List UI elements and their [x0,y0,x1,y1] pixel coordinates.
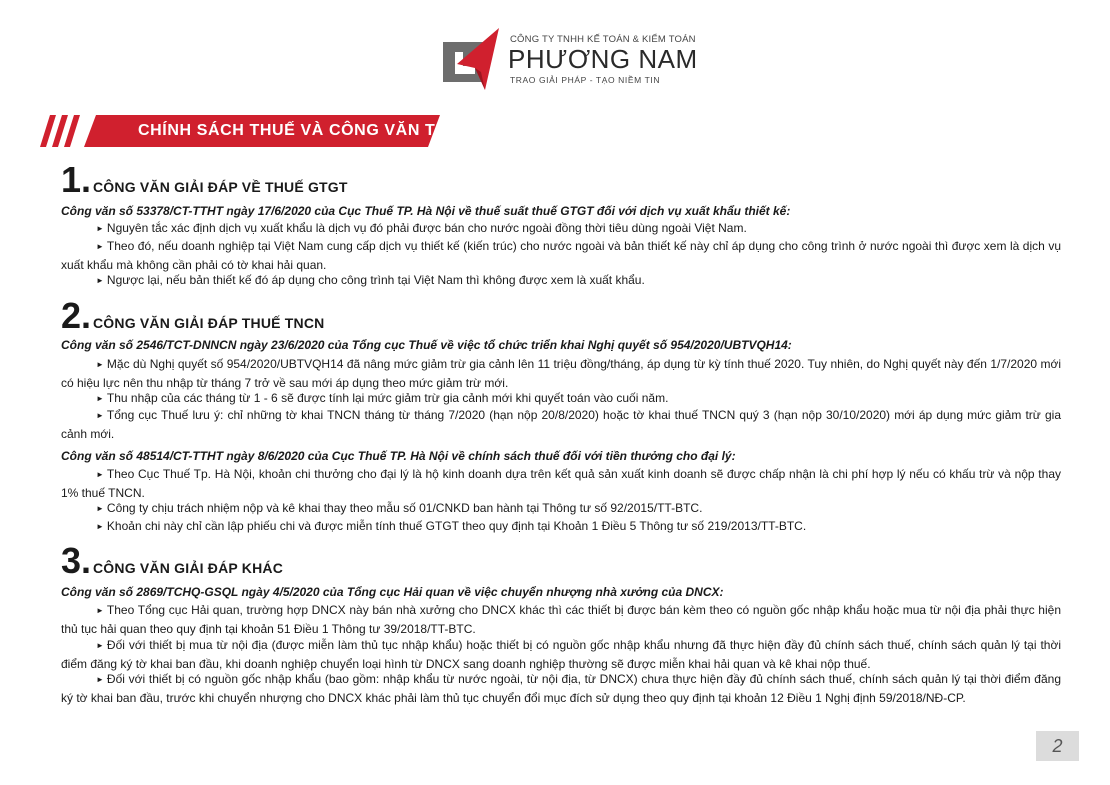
list-item: ► Mặc dù Nghị quyết số 954/2020/UBTVQH14 đã nâng mức giảm trừ gia cảnh lên 11 triệu đồng/tháng, áp dụng từ kỳ tính thuế 2020. Tuy nhiên, do Nghị quyết này đến 1/7/2020 mới có hiệu lực nên thu nhập từ tháng 7 trở về sau mới áp dụng theo mức giảm trừ mới. [61,357,1061,390]
bullet-icon: ► [96,242,104,251]
list-item: ► Đối với thiết bị mua từ nội địa (được miễn làm thủ tục nhập khẩu) hoặc thiết bị có nguồn gốc nhập khẩu nhưng đã thực hiện đầy đủ chính sách thuế, chính sách quản lý tại thời điểm đăng ký tờ khai ban đầu, khi doanh nghiệp chuyển loại hình từ DNCX sang doanh nghiệp thường sẽ được miễn khai hải quan và kê khai nộp thuế. [61,638,1061,671]
bullet-icon: ► [96,641,104,650]
document-title: Công văn số 2546/TCT-DNNCN ngày 23/6/2020 của Tổng cục Thuế về việc tổ chức triển khai Nghị quyết số 954/2020/UBTVQH14: [61,338,792,352]
logo-mark-icon [441,28,501,94]
banner-title: CHÍNH SÁCH THUẾ VÀ CÔNG VĂN TRẢ LỜI [138,122,495,139]
list-item: ► Ngược lại, nếu bản thiết kế đó áp dụng cho công trình tại Việt Nam thì không được xem là xuất khẩu. [61,271,1061,290]
list-item: ► Khoản chi này chỉ cần lập phiếu chi và được miễn tính thuế GTGT theo quy định tại Khoản 1 Điều 5 Thông tư số 219/2013/TT-BTC. [61,517,1061,536]
section-number: 2. [61,295,92,336]
list-item: ► Theo đó, nếu doanh nghiệp tại Việt Nam cung cấp dịch vụ thiết kế (kiến trúc) cho nước ngoài và bản thiết kế này chỉ áp dụng cho công trình ở nước ngoài thì được xem là dịch vụ xuất khẩu mà không cần phải có tờ khai hải quan. [61,239,1061,272]
bullet-icon: ► [96,504,104,513]
document-title: Công văn số 2869/TCHQ-GSQL ngày 4/5/2020 của Tổng cục Hải quan về việc chuyển nhượng nhà xưởng của DNCX: [61,585,724,599]
bullet-icon: ► [96,606,104,615]
list-item: ► Theo Tổng cục Hải quan, trường hợp DNCX này bán nhà xưởng cho DNCX khác thì các thiết bị được bán kèm theo có nguồn gốc nhập khẩu hoặc mua từ nội địa phải thực hiện thủ tục hải quan theo quy định tại khoản 51 Điều 1 Thông tư 39/2018/TT-BTC. [61,603,1061,636]
company-logo [441,28,711,98]
section-title: CÔNG VĂN GIẢI ĐÁP VỀ THUẾ GTGT [93,179,348,195]
document-title: Công văn số 53378/CT-TTHT ngày 17/6/2020 của Cục Thuế TP. Hà Nội về thuế suất thuế GTGT đối với dịch vụ xuất khẩu thiết kế: [61,204,791,218]
bullet-icon: ► [96,276,104,285]
bullet-icon: ► [96,224,104,233]
section-title: CÔNG VĂN GIẢI ĐÁP KHÁC [93,560,284,576]
list-item: ► Đối với thiết bị có nguồn gốc nhập khẩu (bao gồm: nhập khẩu từ nước ngoài, từ nội địa, từ DNCX) chưa thực hiện đầy đủ chính sách thuế, chính sách quản lý tại thời điểm đăng ký tờ khai ban đầu, trước khi chuyển nhượng cho DNCX khác phải làm thủ tục chuyển đổi mục đích sử dụng theo quy định tại khoản 12 Điều 1 Nghị định 59/2018/NĐ-CP. [61,672,1061,705]
bullet-icon: ► [96,522,104,531]
section-title: CÔNG VĂN GIẢI ĐÁP THUẾ TNCN [93,315,325,331]
logo-brand-name: PHƯƠNG NAM [508,44,698,74]
bullet-icon: ► [96,360,104,369]
logo-slogan: TRAO GIẢI PHÁP - TẠO NIỀM TIN [510,75,661,85]
section-number: 3. [61,540,92,581]
page-number: 2 [1036,731,1079,761]
bullet-icon: ► [96,394,104,403]
page-banner [40,115,495,147]
list-item: ► Tổng cục Thuế lưu ý: chỉ những tờ khai TNCN tháng từ tháng 7/2020 (hạn nộp 20/8/2020) hoặc tờ khai thuế TNCN quý 3 (hạn nộp 30/10/2020) mới áp dụng mức giảm trừ gia cảnh mới. [61,408,1061,441]
list-item: ► Theo Cục Thuế Tp. Hà Nội, khoản chi thưởng cho đại lý là hộ kinh doanh dựa trên kết quả sản xuất kinh doanh sẽ được chấp nhận là chi phí hợp lý nếu có khấu trừ và nộp thay 1% thuế TNCN. [61,467,1061,500]
bullet-icon: ► [96,675,104,684]
bullet-icon: ► [96,470,104,479]
list-item: ► Công ty chịu trách nhiệm nộp và kê khai thay theo mẫu số 01/CNKD ban hành tại Thông tư số 92/2015/TT-BTC. [61,499,1061,518]
section-number: 1. [61,159,92,200]
bullet-icon: ► [96,411,104,420]
list-item: ► Thu nhập của các tháng từ 1 - 6 sẽ được tính lại mức giảm trừ gia cảnh mới khi quyết toán vào cuối năm. [61,389,1061,408]
document-title: Công văn số 48514/CT-TTHT ngày 8/6/2020 của Cục Thuế TP. Hà Nội về chính sách thuế đối với tiền thưởng cho đại lý: [61,449,736,463]
list-item: ► Nguyên tắc xác định dịch vụ xuất khẩu là dịch vụ đó phải được bán cho nước ngoài đồng thời tiêu dùng ngoài Việt Nam. [61,219,1061,238]
logo-company-name: CÔNG TY TNHH KẾ TOÁN & KIỂM TOÁN [510,34,696,45]
